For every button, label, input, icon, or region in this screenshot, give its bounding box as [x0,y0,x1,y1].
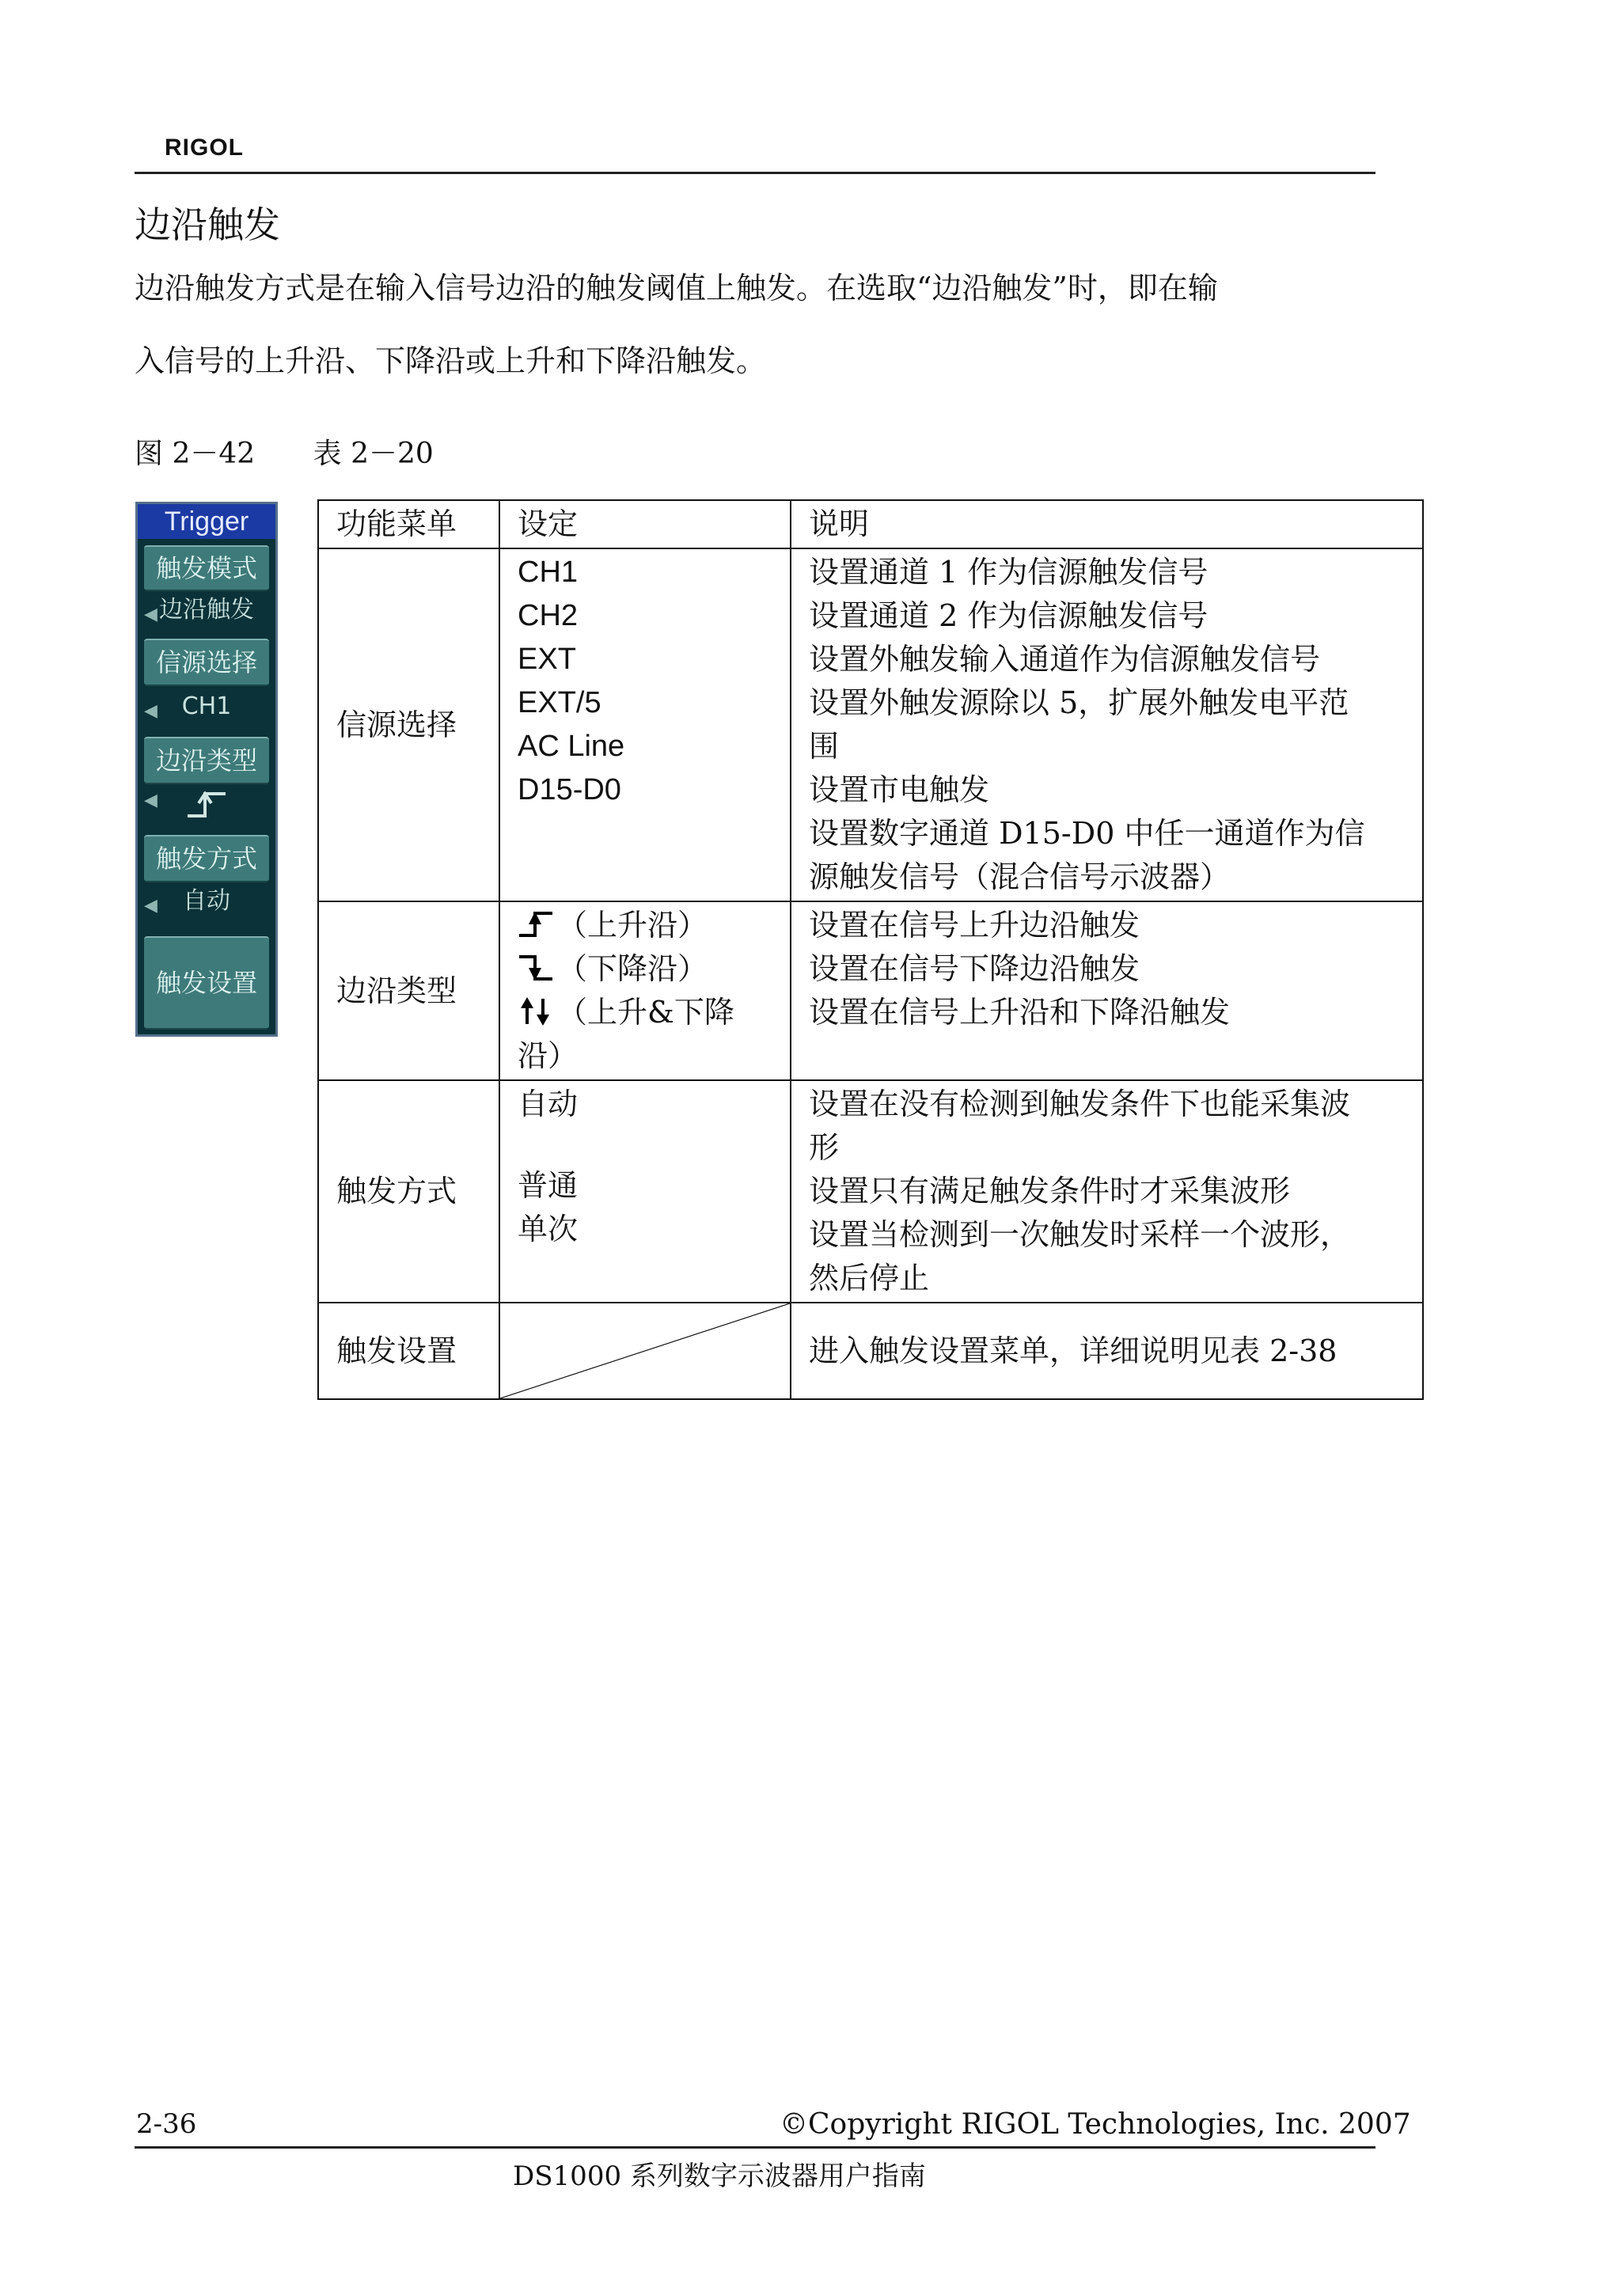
desc-line: 设置在信号上升沿和下降沿触发 [809,995,1231,1030]
left-arrow-icon: ◀ [144,605,157,624]
setting-value: CH1 [518,556,579,589]
desc-line: 设置通道 1 作为信源触发信号 [809,555,1209,590]
desc-line: 设置外触发源除以 5，扩展外触发电平范 [809,685,1349,720]
menu-button-trigger-setup[interactable]: 触发设置 [144,936,269,1030]
row-settings-cell-empty [499,1303,791,1399]
desc-line: 设置当检测到一次触发时采样一个波形， [809,1217,1351,1252]
desc-line: 设置只有满足触发条件时才采集波形 [809,1174,1291,1208]
setting-value [518,1126,772,1164]
row-desc-cell [791,548,1423,901]
desc-line: 围 [809,729,840,764]
table-row [318,1080,1423,1303]
rising-edge-icon [518,909,554,940]
trigger-menu-panel [135,502,278,1037]
desc-line: 设置外触发输入通道作为信源触发信号 [809,642,1321,677]
table-caption: 表 2－20 [313,438,434,470]
setting-value: 单次 [518,1212,579,1246]
row-settings-cell [499,1080,791,1303]
row-settings-cell [499,901,791,1080]
menu-button-trigger-sweep[interactable]: 触发方式 [144,835,269,882]
setting-value: EXT/5 [518,686,601,719]
intro-paragraph-line-2: 入信号的上升沿、下降沿或上升和下降沿触发。 [135,343,767,378]
intro-paragraph-line-1: 边沿触发方式是在输入信号边沿的触发阈值上触发。在选取“边沿触发”时，即在输 [135,271,1218,305]
row-menu-cell: 信源选择 [318,548,499,901]
footer-rule [135,2146,1375,2149]
menu-value-source: ◀ CH1 [144,689,269,724]
captions [135,431,483,472]
setting-value: D15-D0 [518,773,621,806]
both-edges-icon [518,996,554,1027]
rising-edge-icon [183,786,230,822]
setting-value: AC Line [518,730,625,763]
edge-trigger-table [317,499,1424,1400]
row-menu-cell: 边沿类型 [318,901,499,1080]
desc-line: 设置在信号下降边沿触发 [809,951,1140,986]
desc-line: 设置通道 2 作为信源触发信号 [809,598,1209,633]
menu-value-edge-type [144,786,269,825]
desc-line: 设置数字通道 D15-D0 中任一通道作为信 [809,816,1365,851]
brand-logo: RIGOL [165,135,244,161]
row-desc-cell [791,901,1423,1080]
desc-line: 形 [809,1130,840,1165]
table-header-cell: 说明 [791,500,1423,548]
desc-line: 然后停止 [809,1261,930,1295]
row-desc-cell [791,1303,1423,1399]
setting-value: 自动 [518,1087,579,1121]
page-number: 2-36 [136,2108,197,2140]
table-header-cell: 设定 [499,500,791,548]
left-arrow-icon: ◀ [144,791,157,810]
left-arrow-icon: ◀ [144,896,157,916]
desc-line: 设置市电触发 [809,772,990,807]
menu-button-trigger-mode[interactable]: 触发模式 [144,545,269,591]
menu-button-edge-type[interactable]: 边沿类型 [144,737,269,784]
left-arrow-icon: ◀ [144,701,157,721]
row-menu-cell: 触发方式 [318,1080,499,1303]
desc-line: 源触发信号（混合信号示波器） [809,859,1231,894]
row-desc-cell [791,1080,1423,1303]
menu-value-trigger-mode: ◀ 边沿触发 [144,593,269,628]
desc-line: 进入触发设置菜单，详细说明见表 2-38 [809,1333,1338,1368]
menu-value-sweep: ◀ 自动 [144,884,269,919]
diagonal-slash [500,1303,790,1398]
row-settings-cell [499,548,791,901]
setting-value: （下降沿） [518,947,772,991]
desc-line: 设置在没有检测到触发条件下也能采集波 [809,1087,1351,1121]
table-row [318,1303,1423,1399]
falling-edge-icon [518,952,554,984]
row-menu-cell: 触发设置 [318,1303,499,1399]
table-header-row [318,500,1423,548]
desc-line: 设置在信号上升边沿触发 [809,908,1140,943]
section-title: 边沿触发 [135,203,280,246]
table-header-cell: 功能菜单 [318,500,499,548]
setting-value: EXT [518,643,576,676]
setting-value: （上升沿） [518,904,772,947]
header-rule [135,172,1375,174]
setting-value: CH2 [518,599,579,632]
copyright: ©Copyright RIGOL Technologies, Inc. 2007 [780,2108,1411,2141]
setting-value: （上升&下降沿） [518,995,734,1073]
manual-title: DS1000 系列数字示波器用户指南 [513,2160,926,2192]
trigger-menu-title: Trigger [138,504,275,539]
table-row [318,901,1423,1080]
menu-button-source-select[interactable]: 信源选择 [144,639,269,686]
table-row [318,548,1423,901]
figure-caption: 图 2－42 [135,438,256,470]
setting-value: 普通 [518,1168,579,1203]
